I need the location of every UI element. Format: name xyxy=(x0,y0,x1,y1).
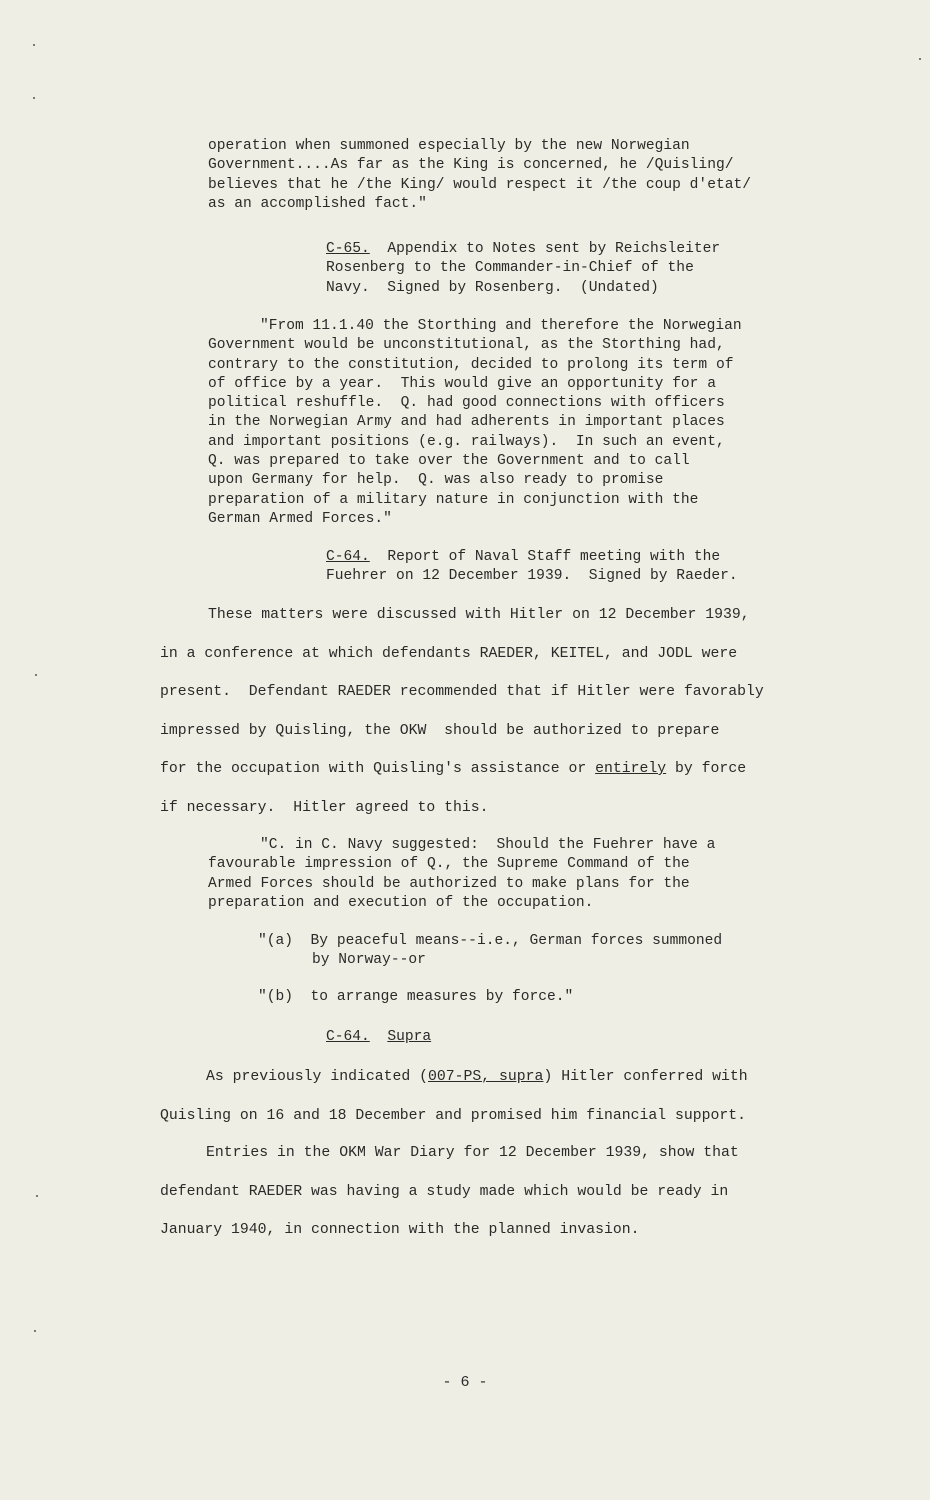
item-text: to arrange measures by force." xyxy=(310,989,574,1005)
citation-c65 xyxy=(326,240,720,298)
quote-item-a xyxy=(258,932,722,971)
body-line: Quisling on 16 and 18 December and promised him financial support. xyxy=(160,1107,747,1124)
citation-ref: C-64. xyxy=(326,549,370,565)
quote-line: favourable impression of Q., the Supreme Command of the xyxy=(208,856,690,873)
quote-line: Armed Forces should be authorized to make plans for the xyxy=(208,875,690,892)
quote-line: in the Norwegian Army and had adherents in important places xyxy=(208,414,725,431)
citation-text: Rosenberg to the Commander-in-Chief of the xyxy=(326,260,694,277)
item-text: by Norway--or xyxy=(312,952,426,969)
scan-speck xyxy=(919,58,921,60)
quote-line: believes that he /the King/ would respect it /the coup d'etat/ xyxy=(208,176,751,193)
quote-line: "C. in C. Navy suggested: Should the Fuehrer have a xyxy=(260,837,716,853)
quote-line: political reshuffle. Q. had good connections with officers xyxy=(208,395,725,412)
quote-line: preparation of a military nature in conjunction with the xyxy=(208,491,699,508)
scan-speck xyxy=(33,44,35,46)
quote-line: Government would be unconstitutional, as the Storthing had, xyxy=(208,337,725,354)
citation-text: Report of Naval Staff meeting with the xyxy=(387,549,721,565)
citation-text: Fuehrer on 12 December 1939. Signed by Raeder. xyxy=(326,568,738,585)
item-label: "(a) xyxy=(258,933,294,949)
page-number: - 6 - xyxy=(442,1374,488,1391)
quote-block-opening xyxy=(208,137,751,214)
body-line: These matters were discussed with Hitler on 12 December 1939, xyxy=(208,607,750,623)
quote-line: Q. was prepared to take over the Government and to call xyxy=(208,453,690,470)
citation-c64 xyxy=(326,548,738,587)
citation-ref: C-64. xyxy=(326,1029,370,1045)
quote-block-rosenberg xyxy=(208,317,742,529)
citation-c64-supra xyxy=(326,1028,431,1047)
quote-line: "From 11.1.40 the Storthing and therefore the Norwegian xyxy=(260,318,742,334)
item-text: By peaceful means--i.e., German forces summoned xyxy=(310,933,723,949)
body-text: for the occupation with Quisling's assistance or xyxy=(160,761,596,777)
body-text: As previously indicated ( xyxy=(206,1069,428,1085)
body-line: in a conference at which defendants RAEDER, KEITEL, and JODL were xyxy=(160,645,738,662)
quote-item-b xyxy=(258,988,573,1007)
body-line: January 1940, in connection with the planned invasion. xyxy=(160,1222,640,1238)
body-line: defendant RAEDER was having a study made which would be ready in xyxy=(160,1183,729,1200)
item-label: "(b) xyxy=(258,989,294,1005)
scan-speck xyxy=(34,1330,36,1332)
quote-line: of office by a year. This would give an opportunity for a xyxy=(208,375,716,392)
quote-line: German Armed Forces." xyxy=(208,510,392,527)
body-line: impressed by Quisling, the OKW should be authorized to prepare xyxy=(160,722,720,739)
body-line: Entries in the OKM War Diary for 12 December 1939, show that xyxy=(206,1145,739,1161)
body-paragraph-3 xyxy=(160,1134,739,1250)
scan-speck xyxy=(36,1195,38,1197)
citation-text: Navy. Signed by Rosenberg. (Undated) xyxy=(326,279,659,296)
body-text: ) Hitler conferred with xyxy=(543,1069,748,1085)
body-line: if necessary. Hitler agreed to this. xyxy=(160,799,489,816)
body-text: by force xyxy=(666,761,747,777)
quote-line: Government....As far as the King is concerned, he /Quisling/ xyxy=(208,157,734,174)
emphasis-underlined: entirely xyxy=(595,761,667,777)
citation-text: Appendix to Notes sent by Reichsleiter xyxy=(387,241,721,257)
quote-block-naval xyxy=(208,836,715,913)
scan-speck xyxy=(35,674,37,676)
quote-line: as an accomplished fact." xyxy=(208,195,427,212)
body-line: present. Defendant RAEDER recommended that if Hitler were favorably xyxy=(160,684,764,700)
citation-supra: Supra xyxy=(387,1029,432,1045)
scan-speck xyxy=(33,97,35,99)
quote-line: preparation and execution of the occupation. xyxy=(208,894,594,911)
emphasis-underlined: 007-PS, supra xyxy=(428,1069,544,1085)
quote-line: upon Germany for help. Q. was also ready to promise xyxy=(208,472,664,489)
quote-line: contrary to the constitution, decided to prolong its term of xyxy=(208,356,734,373)
quote-line: and important positions (e.g. railways). In such an event, xyxy=(208,433,725,450)
citation-ref: C-65. xyxy=(326,241,370,257)
body-paragraph-2 xyxy=(160,1058,748,1135)
body-paragraph-1 xyxy=(160,596,764,827)
quote-line: operation when summoned especially by the new Norwegian xyxy=(208,138,690,154)
